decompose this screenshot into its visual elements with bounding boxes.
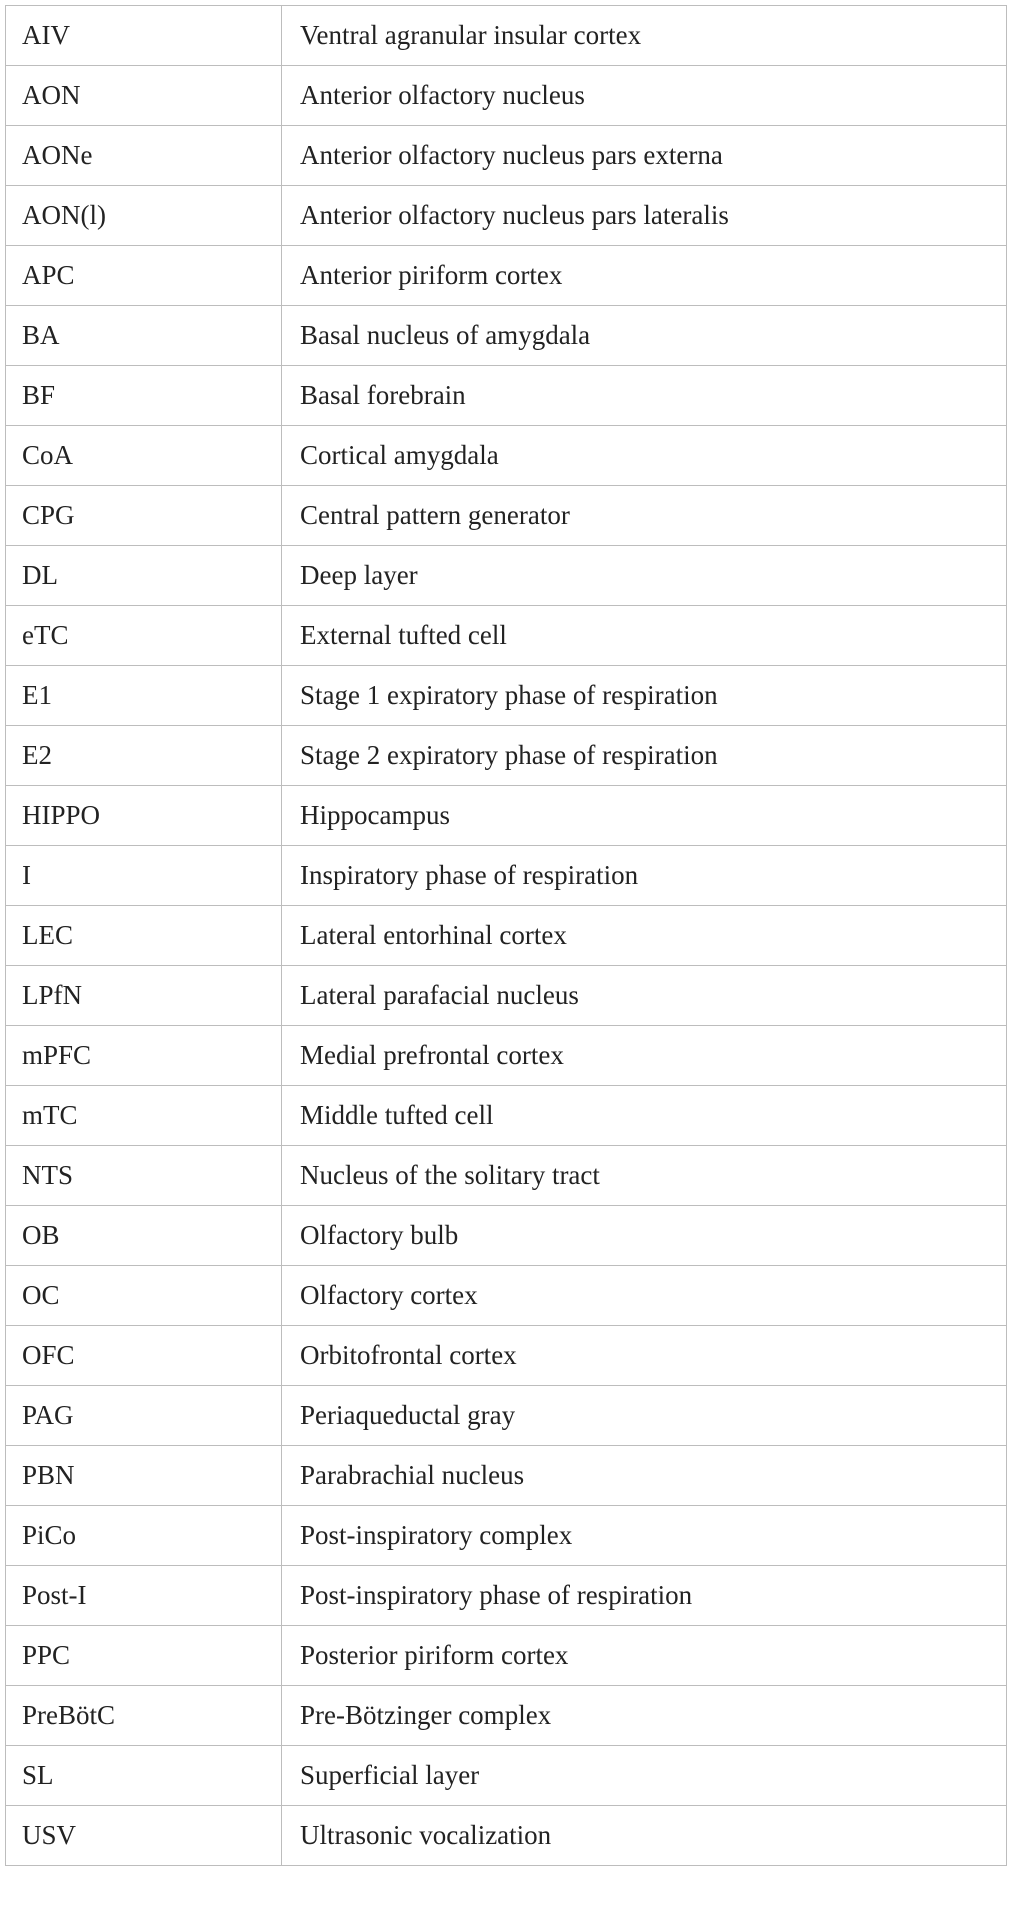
- abbreviation-cell: NTS: [6, 1146, 282, 1206]
- table-row: [6, 1506, 1007, 1566]
- table-row: [6, 1086, 1007, 1146]
- table-row: [6, 726, 1007, 786]
- table-row: [6, 1446, 1007, 1506]
- table-row: [6, 966, 1007, 1026]
- definition-cell: Superficial layer: [282, 1746, 1007, 1806]
- abbreviation-cell: DL: [6, 546, 282, 606]
- abbreviation-cell: Post-I: [6, 1566, 282, 1626]
- table-row: [6, 426, 1007, 486]
- abbreviation-cell: eTC: [6, 606, 282, 666]
- table-row: [6, 186, 1007, 246]
- abbreviation-cell: mPFC: [6, 1026, 282, 1086]
- table-row: [6, 786, 1007, 846]
- definition-cell: Parabrachial nucleus: [282, 1446, 1007, 1506]
- table-row: [6, 246, 1007, 306]
- abbreviation-cell: LPfN: [6, 966, 282, 1026]
- definition-cell: Stage 1 expiratory phase of respiration: [282, 666, 1007, 726]
- abbreviation-cell: SL: [6, 1746, 282, 1806]
- abbreviation-cell: CoA: [6, 426, 282, 486]
- definition-cell: Olfactory cortex: [282, 1266, 1007, 1326]
- definition-cell: Periaqueductal gray: [282, 1386, 1007, 1446]
- definition-cell: Anterior olfactory nucleus: [282, 66, 1007, 126]
- definition-cell: Anterior piriform cortex: [282, 246, 1007, 306]
- table-row: [6, 606, 1007, 666]
- definition-cell: Deep layer: [282, 546, 1007, 606]
- table-row: [6, 306, 1007, 366]
- table-row: [6, 1686, 1007, 1746]
- definition-cell: Basal forebrain: [282, 366, 1007, 426]
- definition-cell: Post-inspiratory phase of respiration: [282, 1566, 1007, 1626]
- table-row: [6, 1026, 1007, 1086]
- definition-cell: Nucleus of the solitary tract: [282, 1146, 1007, 1206]
- table-row: [6, 126, 1007, 186]
- definition-cell: Olfactory bulb: [282, 1206, 1007, 1266]
- abbreviation-cell: BA: [6, 306, 282, 366]
- abbreviation-cell: CPG: [6, 486, 282, 546]
- abbreviation-cell: PAG: [6, 1386, 282, 1446]
- abbreviation-cell: PBN: [6, 1446, 282, 1506]
- definition-cell: Cortical amygdala: [282, 426, 1007, 486]
- abbreviation-cell: I: [6, 846, 282, 906]
- definition-cell: Pre-Bötzinger complex: [282, 1686, 1007, 1746]
- table-row: [6, 1206, 1007, 1266]
- definition-cell: Central pattern generator: [282, 486, 1007, 546]
- table-row: [6, 846, 1007, 906]
- definition-cell: Anterior olfactory nucleus pars lateralis: [282, 186, 1007, 246]
- abbreviation-cell: BF: [6, 366, 282, 426]
- definition-cell: Orbitofrontal cortex: [282, 1326, 1007, 1386]
- table-row: [6, 1626, 1007, 1686]
- abbreviation-cell: PiCo: [6, 1506, 282, 1566]
- abbreviations-table-container: [5, 5, 1006, 1920]
- abbreviation-cell: mTC: [6, 1086, 282, 1146]
- definition-cell: Ventral agranular insular cortex: [282, 6, 1007, 66]
- table-row: [6, 666, 1007, 726]
- definition-cell: Post-inspiratory complex: [282, 1506, 1007, 1566]
- table-row: [6, 1146, 1007, 1206]
- definition-cell: Middle tufted cell: [282, 1086, 1007, 1146]
- abbreviation-cell: AON: [6, 66, 282, 126]
- definition-cell: Stage 2 expiratory phase of respiration: [282, 726, 1007, 786]
- definition-cell: Lateral entorhinal cortex: [282, 906, 1007, 966]
- definition-cell: Basal nucleus of amygdala: [282, 306, 1007, 366]
- abbreviations-table: [5, 5, 1007, 1866]
- abbreviation-cell: AONe: [6, 126, 282, 186]
- abbreviation-cell: E1: [6, 666, 282, 726]
- definition-cell: Inspiratory phase of respiration: [282, 846, 1007, 906]
- table-row: [6, 1266, 1007, 1326]
- table-body: [6, 6, 1007, 1866]
- table-row: [6, 1386, 1007, 1446]
- abbreviation-cell: HIPPO: [6, 786, 282, 846]
- abbreviation-cell: PreBötC: [6, 1686, 282, 1746]
- table-row: [6, 1746, 1007, 1806]
- definition-cell: Hippocampus: [282, 786, 1007, 846]
- abbreviation-cell: PPC: [6, 1626, 282, 1686]
- abbreviation-cell: E2: [6, 726, 282, 786]
- definition-cell: Lateral parafacial nucleus: [282, 966, 1007, 1026]
- abbreviation-cell: OB: [6, 1206, 282, 1266]
- abbreviation-cell: AON(l): [6, 186, 282, 246]
- table-row: [6, 1326, 1007, 1386]
- definition-cell: External tufted cell: [282, 606, 1007, 666]
- table-row: [6, 66, 1007, 126]
- table-row: [6, 1566, 1007, 1626]
- abbreviation-cell: OC: [6, 1266, 282, 1326]
- abbreviation-cell: OFC: [6, 1326, 282, 1386]
- abbreviation-cell: AIV: [6, 6, 282, 66]
- definition-cell: Anterior olfactory nucleus pars externa: [282, 126, 1007, 186]
- definition-cell: Medial prefrontal cortex: [282, 1026, 1007, 1086]
- abbreviation-cell: USV: [6, 1806, 282, 1866]
- definition-cell: Posterior piriform cortex: [282, 1626, 1007, 1686]
- abbreviation-cell: APC: [6, 246, 282, 306]
- table-row: [6, 6, 1007, 66]
- table-row: [6, 906, 1007, 966]
- table-row: [6, 1806, 1007, 1866]
- table-row: [6, 366, 1007, 426]
- table-row: [6, 486, 1007, 546]
- abbreviation-cell: LEC: [6, 906, 282, 966]
- definition-cell: Ultrasonic vocalization: [282, 1806, 1007, 1866]
- table-row: [6, 546, 1007, 606]
